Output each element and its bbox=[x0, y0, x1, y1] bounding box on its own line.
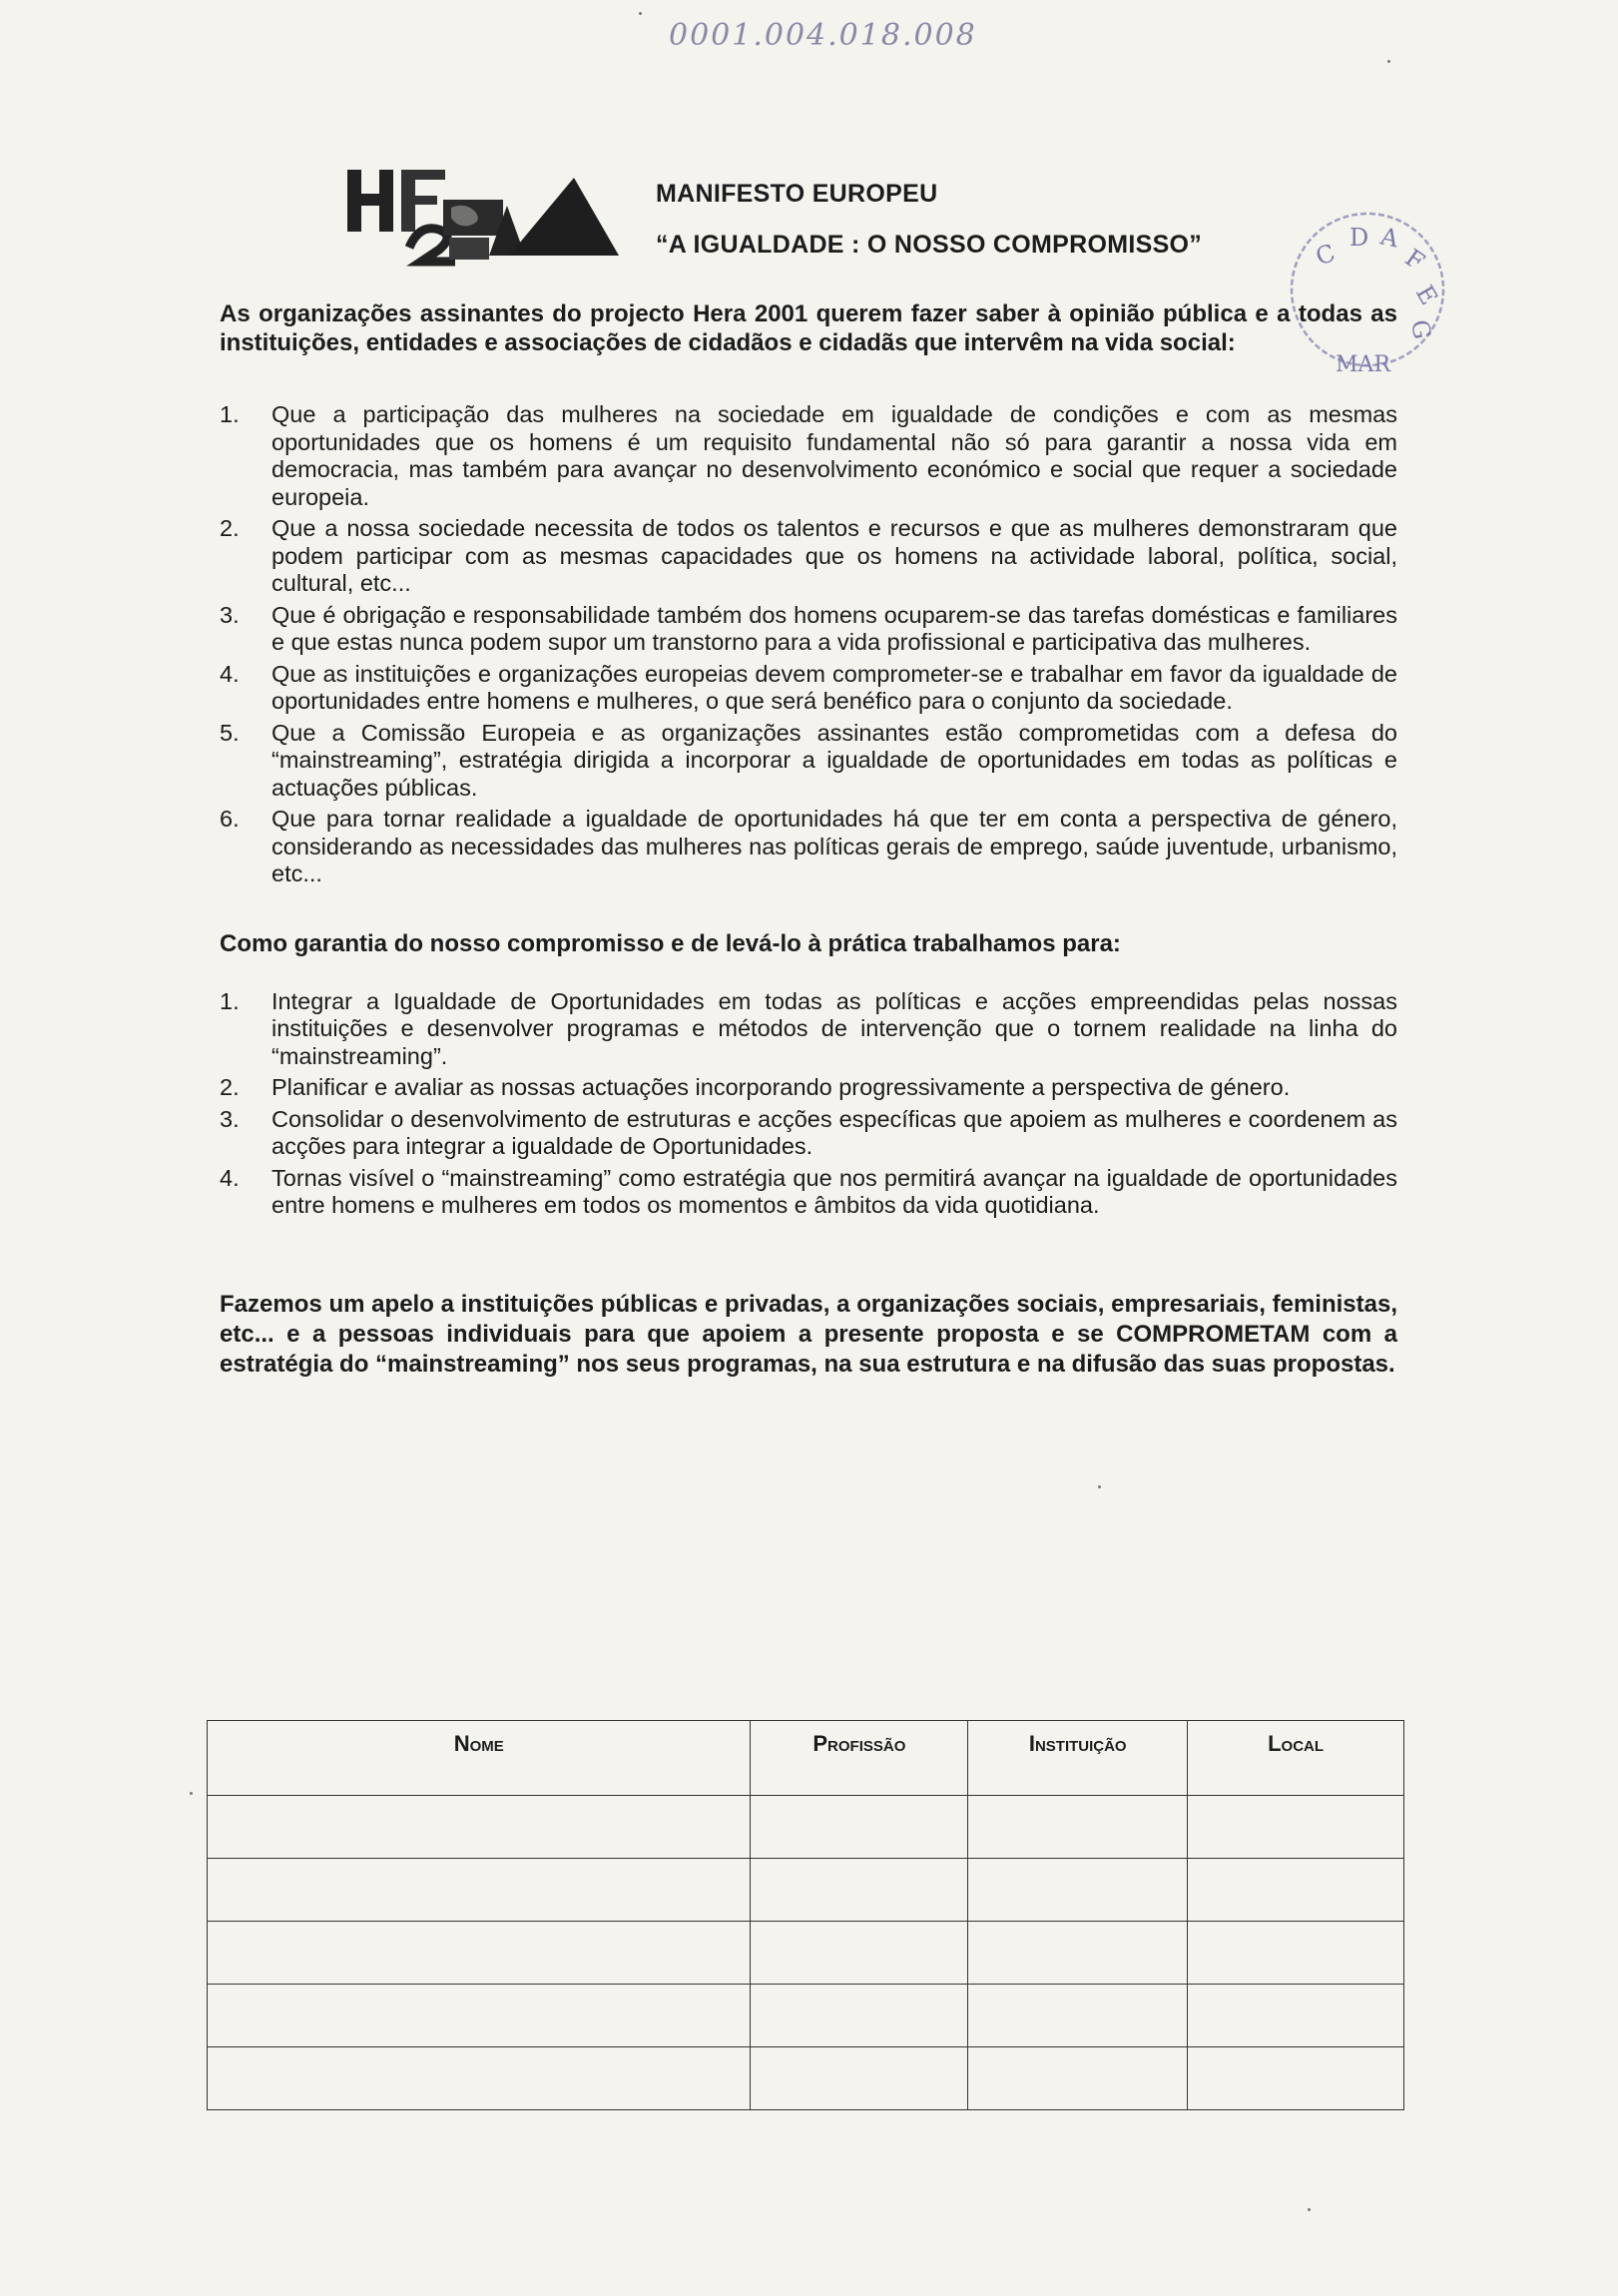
column-header-instituicao: Instituição bbox=[968, 1721, 1188, 1796]
svg-text:F: F bbox=[1399, 243, 1430, 277]
principle-text: Que as instituições e organizações europeias devem comprometer-se e trabalhar em favor da igualdade de oportunidades entre homens e mulheres, o que será benéfico para o conjunto da sociedade. bbox=[271, 660, 1397, 714]
signature-cell[interactable] bbox=[1188, 1796, 1404, 1859]
principle-item bbox=[220, 720, 1397, 803]
principle-text: Que a Comissão Europeia e as organizações assinantes estão comprometidas com a defesa do “mainstreaming”, estratégia dirigida a incorporar a igualdade de oportunidades em todas as políticas e actuações públicas. bbox=[271, 719, 1397, 801]
signature-cell[interactable] bbox=[1188, 1859, 1404, 1922]
action-item bbox=[220, 1165, 1397, 1220]
signature-cell[interactable] bbox=[751, 1859, 968, 1922]
action-item bbox=[220, 1074, 1397, 1102]
appeal-paragraph: Fazemos um apelo a instituições públicas e privadas, a organizações sociais, empresariais, feministas, etc... e a pessoas individuais para que apoiem a presente proposta e se COMPROMETAM com a estratégia do “mainstreaming” nos seus programas, na sua estrutura e na difusão das suas propostas. bbox=[220, 1290, 1397, 1378]
column-header-profissao: Profissão bbox=[751, 1721, 968, 1796]
signature-cell[interactable] bbox=[968, 1985, 1188, 2047]
action-item bbox=[220, 988, 1397, 1071]
list-number: 1. bbox=[220, 987, 240, 1014]
handwritten-reference-number: 0001.004.018.008 bbox=[669, 18, 977, 53]
signature-cell[interactable] bbox=[1188, 1985, 1404, 2047]
action-text: Integrar a Igualdade de Oportunidades em todas as políticas e acções empreendidas pelas nossas instituições e desenvolver programas e métodos de intervenção que o tornem realidade na linha do “mainstreaming”. bbox=[271, 987, 1397, 1069]
signature-cell[interactable] bbox=[1188, 2047, 1404, 2110]
svg-text:D: D bbox=[1349, 224, 1369, 252]
signature-cell[interactable] bbox=[968, 1796, 1188, 1859]
svg-text:E: E bbox=[1409, 281, 1443, 310]
document-title: MANIFESTO EUROPEU bbox=[656, 180, 938, 208]
signature-cell[interactable] bbox=[208, 1985, 751, 2047]
principle-item bbox=[220, 602, 1397, 657]
scan-speck bbox=[1387, 60, 1390, 63]
commitment-heading: Como garantia do nosso compromisso e de levá-lo à prática trabalhamos para: bbox=[220, 929, 1121, 957]
table-row bbox=[208, 2047, 1404, 2110]
principle-text: Que para tornar realidade a igualdade de oportunidades há que ter em conta a perspectiva de género, considerando as necessidades das mulheres nas políticas gerais de emprego, saúde juventude, urbanismo, etc... bbox=[271, 806, 1397, 886]
signature-cell[interactable] bbox=[751, 1922, 968, 1985]
signature-cell[interactable] bbox=[208, 2047, 751, 2110]
intro-paragraph: As organizações assinantes do projecto Hera 2001 querem fazer saber à opinião pública e a todas as instituições, entidades e associações de cidadãos e cidadãs que intervêm na vida social: bbox=[220, 300, 1397, 356]
signature-table bbox=[207, 1720, 1404, 2110]
action-text: Tornas visível o “mainstreaming” como estratégia que nos permitirá avançar na igualdade de oportunidades entre homens e mulheres em todos os momentos e âmbitos da vida quotidiana. bbox=[271, 1164, 1397, 1218]
table-row bbox=[208, 1922, 1404, 1985]
action-text: Planificar e avaliar as nossas actuações incorporando progressivamente a perspectiva de género. bbox=[271, 1074, 1291, 1100]
scan-speck bbox=[639, 12, 642, 15]
principles-list bbox=[220, 401, 1397, 888]
hera-logo bbox=[339, 160, 619, 270]
principle-item bbox=[220, 661, 1397, 716]
principle-item bbox=[220, 515, 1397, 598]
list-number: 5. bbox=[220, 719, 240, 746]
document-body bbox=[220, 299, 1397, 1380]
action-item bbox=[220, 1106, 1397, 1161]
list-number: 2. bbox=[220, 515, 240, 541]
document-subtitle: “A IGUALDADE : O NOSSO COMPROMISSO” bbox=[656, 231, 1203, 259]
scan-speck bbox=[190, 1792, 193, 1795]
table-row bbox=[208, 1985, 1404, 2047]
signature-cell[interactable] bbox=[751, 1796, 968, 1859]
list-number: 4. bbox=[220, 660, 240, 687]
list-number: 1. bbox=[220, 401, 240, 427]
list-number: 3. bbox=[220, 1105, 240, 1132]
signature-cell[interactable] bbox=[968, 1859, 1188, 1922]
principle-item bbox=[220, 806, 1397, 888]
svg-text:A: A bbox=[1377, 222, 1401, 254]
table-header-row bbox=[208, 1721, 1404, 1796]
document-header bbox=[656, 180, 1202, 260]
signature-cell[interactable] bbox=[968, 1922, 1188, 1985]
signature-cell[interactable] bbox=[208, 1796, 751, 1859]
list-number: 2. bbox=[220, 1074, 240, 1100]
table-row bbox=[208, 1859, 1404, 1922]
signature-cell[interactable] bbox=[1188, 1922, 1404, 1985]
svg-text:MAR: MAR bbox=[1336, 352, 1390, 377]
list-number: 6. bbox=[220, 806, 240, 832]
scan-speck bbox=[1308, 2208, 1311, 2211]
list-number: 3. bbox=[220, 601, 240, 628]
column-header-nome: Nome bbox=[208, 1721, 751, 1796]
signature-cell[interactable] bbox=[968, 2047, 1188, 2110]
actions-list bbox=[220, 988, 1397, 1220]
principle-text: Que é obrigação e responsabilidade também dos homens ocuparem-se das tarefas domésticas e familiares e que estas nunca podem supor um transtorno para a vida profissional e participativa das mulheres. bbox=[271, 601, 1397, 655]
signature-cell[interactable] bbox=[751, 2047, 968, 2110]
signature-cell[interactable] bbox=[208, 1922, 751, 1985]
signature-cell[interactable] bbox=[208, 1859, 751, 1922]
column-header-local: Local bbox=[1188, 1721, 1404, 1796]
signature-cell[interactable] bbox=[751, 1985, 968, 2047]
principle-item bbox=[220, 401, 1397, 511]
svg-text:C: C bbox=[1312, 239, 1340, 272]
principle-text: Que a nossa sociedade necessita de todos os talentos e recursos e que as mulheres demonstraram que podem participar com as mesmas capacidades que os homens na actividade laboral, política, social, cultural, etc... bbox=[271, 515, 1397, 596]
svg-text:G: G bbox=[1405, 317, 1436, 341]
table-row bbox=[208, 1796, 1404, 1859]
scan-speck bbox=[1098, 1485, 1101, 1488]
list-number: 4. bbox=[220, 1164, 240, 1191]
action-text: Consolidar o desenvolvimento de estruturas e acções específicas que apoiem as mulheres e coordenem as acções para integrar a igualdade de Oportunidades. bbox=[271, 1105, 1397, 1159]
principle-text: Que a participação das mulheres na sociedade em igualdade de condições e com as mesmas oportunidades que os homens é um requisito fundamental não só para garantir a nossa vida em democracia, mas também para avançar no desenvolvimento económico e social que requer a sociedade europeia. bbox=[271, 401, 1397, 510]
